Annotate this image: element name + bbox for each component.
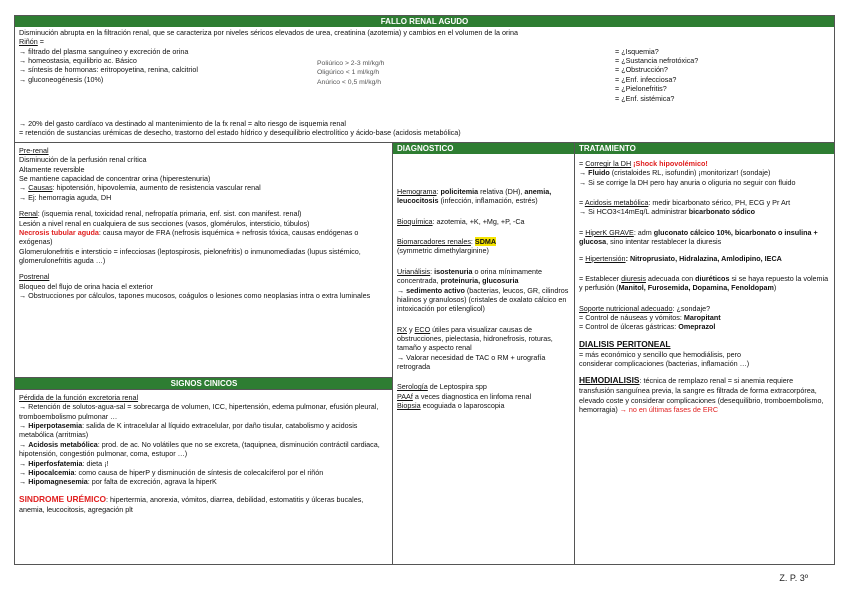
prerenal-line: Altamente reversible <box>19 164 85 174</box>
biopsia-item: Biopsia ecoguiada o laparoscopia <box>397 401 505 411</box>
sign-item: → Hipocalcemia: como causa de hiperP y disminución de síntesis de colecalciferol por el riñón <box>19 467 324 477</box>
function-item: → síntesis de hormonas: eritropoyetina, renina, calcitriol <box>19 65 198 75</box>
fluido-note: → Si se corrige la DH pero hay anuria o oliguria no seguir con fluido <box>579 177 796 187</box>
diagnosis-column <box>393 143 575 564</box>
etiology-column <box>15 143 393 564</box>
postrenal-line: Bloqueo del flujo de orina hacia el exterior <box>19 281 153 291</box>
sdma-description: (symmetric dimethylarginine) <box>397 246 489 256</box>
tratamiento-header: TRATAMIENTO <box>575 143 834 154</box>
biomarcadores-item: Biomarcadores renales: SDMA <box>397 237 497 247</box>
postrenal-heading: Postrenal <box>19 272 50 282</box>
rinon-heading: Riñón = <box>19 37 44 47</box>
vomitos-item: = Control de náuseas y vómitos: Maropitant <box>579 312 721 322</box>
serologia-item: Serología de Leptospira spp <box>397 382 487 392</box>
dialisis-heading: DIALISIS PERITONEAL <box>579 338 671 349</box>
dialisis-line: = más económico y sencillo que hemodiálisis, pero <box>579 349 741 359</box>
intro-section <box>15 16 834 143</box>
retention-sign: → Retención de solutos-agua-sal = sobrecarga de volumen, ICC, hipertensión, edema pulmonar, efusión pleural, tromboembolismo pulmonar … <box>19 402 379 421</box>
postrenal-line: → Obstrucciones por cálculos, tapones mucosos, coágulos o lesiones como neoplasias intra o extra luminales <box>19 291 371 301</box>
urine-volume-list: Poliúrico > 2-3 ml/kg/h Oligúrico < 1 ml/kg/h Anúrico < 0,5 ml/kg/h <box>317 59 385 86</box>
prerenal-line: Disminución de la perfusión renal crítica <box>19 155 147 165</box>
dh-item: = Corregir la DH ¡Shock hipovolémico! <box>579 159 708 168</box>
tac-item: → Valorar necesidad de TAC o RM + urografía retrograda <box>397 352 546 372</box>
function-item: → homeostasia, equilibrio ac. Básico <box>19 56 137 66</box>
prerenal-example: → Ej: hemorragia aguda, DH <box>19 192 112 202</box>
bioquimica-item: Bioquímica: azotemia, +K, +Mg, +P, -Ca <box>397 216 525 226</box>
hipertension-item: = Hipertensión: Nitroprusiato, Hidralazina, Amlodipino, IECA <box>579 253 782 263</box>
prerenal-line: Se mantiene capacidad de concentrar orina (hiperestenuria) <box>19 174 211 184</box>
sign-item: → Hipomagnesemia: por falta de excreción, agrava la hiperK <box>19 477 217 487</box>
prerenal-heading: Pre-renal <box>19 146 49 155</box>
function-item: → gluconeogénesis (10%) <box>19 74 104 84</box>
sign-item: → Acidosis metabólica: prod. de ac. No volátiles que no se excreta, (taquipnea, disminución contráctil cardiaca, hipotensión, congestión pulmonar, coma, estupor …) <box>19 439 380 459</box>
dialisis-line: considerar complicaciones (bacterias, inflamación …) <box>579 358 750 368</box>
retention-note: = retención de sustancias urémicas de desecho, trastorno del estado hídrico y desequilibrio electrolítico y ácido-base (acidosis metabólica) <box>19 128 461 138</box>
glomerulonephritis-line: Glomerulonefritis e intersticio = infecciosas (leptospirosis, pielonefritis) o inmunomediadas (lupus sistémico, glomerulonefritis aguda …) <box>19 246 361 265</box>
cause-questions: = ¿Isquemia? = ¿Sustancia nefrotóxica? = ¿Obstrucción? = ¿Enf. infecciosa? = ¿Pielonefritis? = ¿Enf. sistémica? <box>615 46 699 103</box>
cardiac-output-note: → 20% del gasto cardíaco va destinado al mantenimiento de la fx renal = alto riesgo de isquemia renal <box>19 118 347 128</box>
definition-text: Disminución abrupta en la filtración renal, que se caracteriza por niveles séricos elevados de urea, creatinina (azotemia) y cambios en el volumen de la orina <box>19 28 518 37</box>
renal-heading: Renal: (isquemia renal, toxicidad renal, nefropatía primaria, enf. sist. con manifest. renal) <box>19 209 302 219</box>
hiperk-item: = HiperK GRAVE: adm gluconato cálcico 10%, bicarbonato o insulina + glucosa, sino intentar restablecer la diuresis <box>579 227 818 247</box>
diuresis-item: = Establecer diuresis adecuada con diuréticos si se haya repuesto la volemia y perfusión (Manitol, Furosemida, Dopamina, Fenoldopam) <box>579 273 829 293</box>
acidosis-item: = Acidosis metabólica: medir bicarbonato sérico, PH, ECG y Pr Art <box>579 198 791 208</box>
sign-item: → Hiperpotasemia: salida de K intracelular al líquido extracelular, por daño tisular, catabolismo y acidosis metabólica (arritmias) <box>19 421 358 440</box>
prerenal-causes: → Causas: hipotensión, hipovolemia, aumento de resistencia vascular renal <box>19 183 261 193</box>
author-footer: Z. P. 3º <box>779 573 808 583</box>
summary-sheet <box>14 15 835 565</box>
diagnostico-header: DIAGNOSTICO <box>393 143 574 154</box>
excretory-loss-heading: Pérdida de la función excretoria renal <box>19 393 139 402</box>
fluido-item: → Fluido (cristaloides RL, isofundin) ¡monitorizar! (sondaje) <box>579 168 771 178</box>
urianalisis-item: Urianálisis: isostenuria o orina mínimamente concentrada, proteinuria, glucosuria <box>397 266 543 286</box>
page-title: FALLO RENAL AGUDO <box>15 16 834 27</box>
hemodialisis-item: HEMODIALISIS: técnica de remplazo renal = si anemia requiere transfusión sanguínea previa, la sangre es filtrada de forma extracorpórea, elevado coste y considerar complicaciones (desequilibrio, tromboembolismo, hemorragia) → no en últimas fases de ERC <box>579 375 824 414</box>
sedimento-item: → sedimento activo (bacterias, leucos, GR, cilindros hialinos y granulosos) (cristales de oxalato cálcico en intoxicación por etilenglicol) <box>397 285 569 314</box>
paaf-item: PAAf a veces diagnostica en linfoma renal <box>397 391 532 401</box>
imaging-item: RX y ECO útiles para visualizar causas de obstrucciones, pielectasia, hidronefrosis, roturas, tamaño y aspecto renal <box>397 324 553 353</box>
treatment-column <box>575 143 834 564</box>
necrosis-line: Necrosis tubular aguda: causa mayor de FRA (nefrosis isquémica + nefrosis tóxica, causas endógenas o exógenas) <box>19 227 359 247</box>
ulceras-item: = Control de úlceras gástricas: Omeprazol <box>579 322 716 332</box>
uremic-syndrome: SINDROME URÉMICO: hipertermia, anorexia, vómitos, diarrea, debilidad, estomatitis y úlceras bucales, anemia, leucocitosis, agregación plt <box>19 493 364 514</box>
bicarbonate-item: → Si HCO3<14mEq/L administrar bicarbonato sódico <box>579 207 756 217</box>
sign-item: → Hiperfosfatemia: dieta ¡! <box>19 458 109 468</box>
signos-header: SIGNOS CINICOS <box>15 377 393 390</box>
function-item: → filtrado del plasma sanguíneo y excreción de orina <box>19 46 189 56</box>
hemograma-item: Hemograma: policitemia relativa (DH), anemia, leucocitosis (infección, inflamación, estrés) <box>397 187 552 206</box>
soporte-item: Soporte nutricional adecuado: ¿sondaje? <box>579 303 711 313</box>
renal-line: Lesión a nivel renal en cualquiera de sus secciones (vasos, glomérulos, intersticio, túbulos) <box>19 218 310 228</box>
